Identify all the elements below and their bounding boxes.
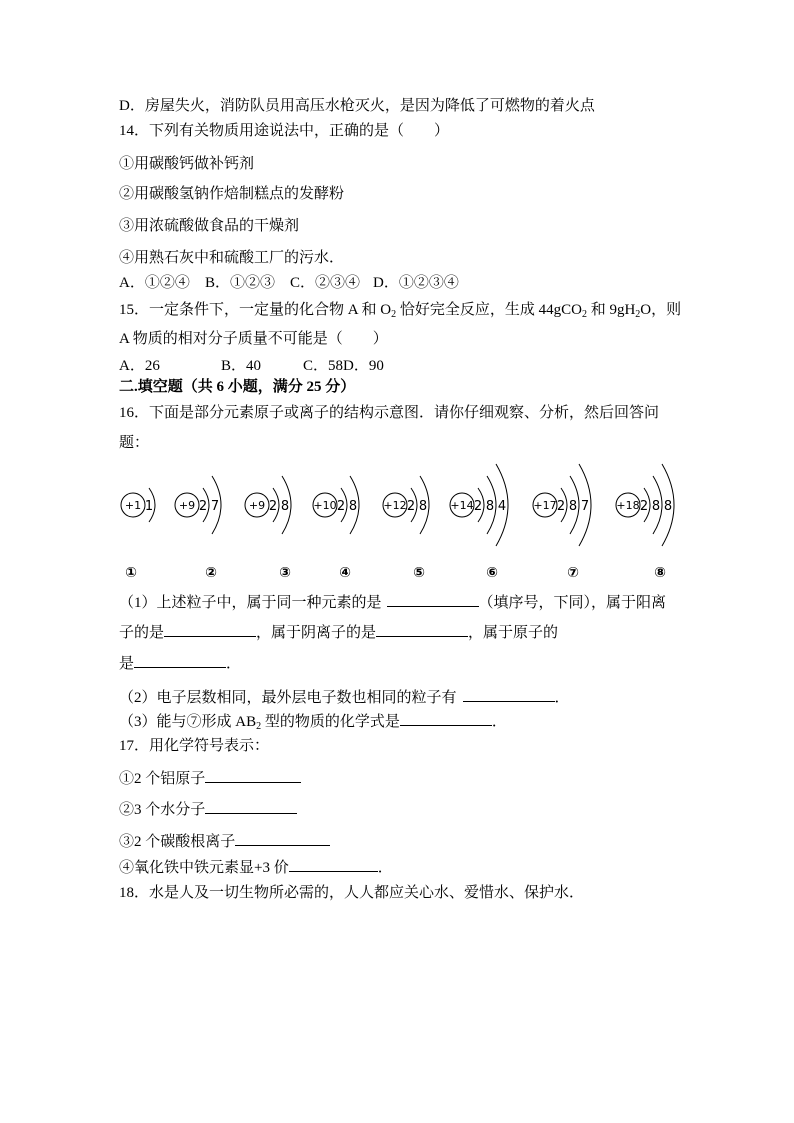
diagram-label-5: ⑤ — [413, 565, 425, 581]
q16-part1-text: （1）上述粒子中，属于同一种元素的是 — [119, 595, 382, 611]
q15-text: 恰好完全反应，生成 44gCO — [396, 302, 582, 318]
q16-part3-end: ． — [491, 714, 507, 730]
q16-part1-text: 子的是 — [119, 625, 165, 641]
q16-part1-line3 — [119, 652, 241, 672]
q14-statement-4: ④用熟石灰中和硫酸工厂的污水． — [119, 250, 345, 266]
answer-blank — [205, 798, 297, 814]
electron-count: 1 — [144, 499, 154, 514]
q17-item-text: ①2 个铝原子 — [119, 771, 206, 787]
q17-item-text: ②3 个水分子 — [119, 802, 206, 818]
electron-count: 7 — [580, 499, 590, 514]
nucleus-charge: +9 — [178, 499, 196, 512]
atom-diagram-8 — [616, 464, 674, 546]
q17-stem: 17．用化学符号表示： — [119, 738, 270, 754]
q14-option-c: C．②③④ — [290, 275, 361, 291]
q17-item-end: ． — [377, 860, 393, 876]
q17-item-text: ④氧化铁中铁元素显+3 价 — [119, 860, 289, 876]
q15-text: O，则 — [640, 302, 682, 318]
electron-count: 2 — [406, 499, 416, 514]
q15-text: 15．一定条件下，一定量的化合物 A 和 O — [119, 302, 392, 318]
q16-part2-text: （2）电子层数相同，最外层电子数也相同的粒子有 — [119, 690, 457, 706]
q18-stem: 18．水是人及一切生物所必需的，人人都应关心水、爱惜水、保护水． — [119, 885, 585, 901]
nucleus-charge: +14 — [450, 499, 474, 512]
q16-part2 — [119, 686, 570, 706]
diagram-label-1: ① — [125, 565, 137, 581]
q16-part3-text: 型的物质的化学式是 — [261, 714, 400, 730]
electron-count: 2 — [639, 499, 649, 514]
nucleus-charge: +18 — [616, 499, 640, 512]
q14-option-d: D．①②③④ — [373, 275, 459, 291]
atom-diagram-4 — [313, 476, 359, 534]
nucleus-charge: +1 — [124, 499, 142, 512]
electron-count: 2 — [556, 499, 566, 514]
q15-option-cd: C．58D．90 — [303, 358, 384, 374]
electron-count: 2 — [336, 499, 346, 514]
q16-part1-text: （填序号，下同），属于阳离 — [478, 595, 667, 611]
atom-diagram-3 — [245, 476, 291, 534]
atom-diagram-1 — [121, 488, 155, 522]
q16-part1-text: 是 — [119, 656, 135, 672]
q17-item-2 — [119, 798, 297, 818]
q16-part1-text: ，属于原子的 — [468, 625, 559, 641]
electron-count: 2 — [268, 499, 278, 514]
q17-item-1 — [119, 767, 301, 787]
atom-diagram-5 — [383, 476, 429, 534]
q16-part2-end: ． — [554, 690, 570, 706]
q16-part1-line2 — [119, 621, 558, 641]
q17-item-text: ③2 个碳酸根离子 — [119, 834, 236, 850]
answer-blank — [289, 856, 378, 872]
q16-stem-line1: 16．下面是部分元素原子或离子的结构示意图．请你仔细观察、分析，然后回答问 — [119, 405, 660, 421]
atom-diagram-6 — [450, 464, 508, 546]
atom-structure-diagrams — [0, 455, 794, 555]
answer-blank — [463, 686, 555, 702]
q16-part1-text: ． — [226, 656, 242, 672]
q14-stem: 14．下列有关物质用途说法中，正确的是（ ） — [119, 123, 450, 139]
electron-count: 8 — [485, 499, 495, 514]
q15-option-a: A．26 — [119, 358, 160, 374]
q14-statement-1: ①用碳酸钙做补钙剂 — [119, 156, 255, 172]
atom-diagram-2 — [175, 476, 221, 534]
answer-blank — [387, 591, 479, 607]
electron-count: 2 — [473, 499, 483, 514]
subscript: 2 — [635, 309, 641, 320]
electron-count: 4 — [497, 499, 507, 514]
electron-count: 8 — [280, 499, 290, 514]
electron-count: 2 — [198, 499, 208, 514]
answer-blank — [205, 767, 301, 783]
subscript: 2 — [256, 721, 262, 732]
electron-count: 8 — [418, 499, 428, 514]
answer-blank — [134, 652, 226, 668]
answer-blank — [235, 830, 330, 846]
nucleus-charge: +10 — [313, 499, 337, 512]
q14-statement-2: ②用碳酸氢钠作焙制糕点的发酵粉 — [119, 186, 345, 202]
q17-item-3 — [119, 830, 330, 850]
diagram-label-8: ⑧ — [654, 565, 666, 581]
q16-stem-line2: 题： — [119, 435, 150, 451]
q16-part1-line1 — [119, 591, 666, 611]
q15-stem-line1 — [119, 300, 681, 320]
q14-statement-3: ③用浓硫酸做食品的干燥剂 — [119, 218, 300, 234]
electron-count: 8 — [663, 499, 673, 514]
answer-blank — [164, 621, 256, 637]
diagram-label-3: ③ — [279, 565, 291, 581]
q17-item-4 — [119, 856, 393, 876]
diagram-label-2: ② — [205, 565, 217, 581]
electron-count: 8 — [568, 499, 578, 514]
q15-option-b: B．40 — [221, 358, 262, 374]
nucleus-charge: +9 — [248, 499, 266, 512]
q14-option-a: A．①②④ — [119, 275, 190, 291]
nucleus-charge: +17 — [533, 499, 557, 512]
answer-blank — [400, 710, 492, 726]
diagram-label-6: ⑥ — [486, 565, 498, 581]
q15-text: 和 9gH — [586, 302, 636, 318]
q14-option-b: B．①②③ — [205, 275, 276, 291]
electron-count: 8 — [651, 499, 661, 514]
q16-part3-text: （3）能与⑦形成 AB — [119, 714, 257, 730]
q16-part3 — [119, 710, 507, 730]
diagram-label-7: ⑦ — [567, 565, 579, 581]
section-heading: 二.填空题（共 6 小题，满分 25 分） — [119, 379, 356, 395]
q15-stem-line2: A 物质的相对分子质量不可能是（ ） — [119, 331, 388, 347]
q13-option-d: D．房屋失火，消防队员用高压水枪灭火，是因为降低了可燃物的着火点 — [119, 98, 595, 114]
subscript: 2 — [391, 309, 397, 320]
electron-count: 8 — [348, 499, 358, 514]
nucleus-charge: +12 — [383, 499, 407, 512]
q16-part1-text: ，属于阴离子的是 — [256, 625, 377, 641]
electron-count: 7 — [210, 499, 220, 514]
atom-diagram-7 — [533, 464, 591, 546]
diagram-label-4: ④ — [339, 565, 351, 581]
answer-blank — [376, 621, 468, 637]
subscript: 2 — [581, 309, 587, 320]
